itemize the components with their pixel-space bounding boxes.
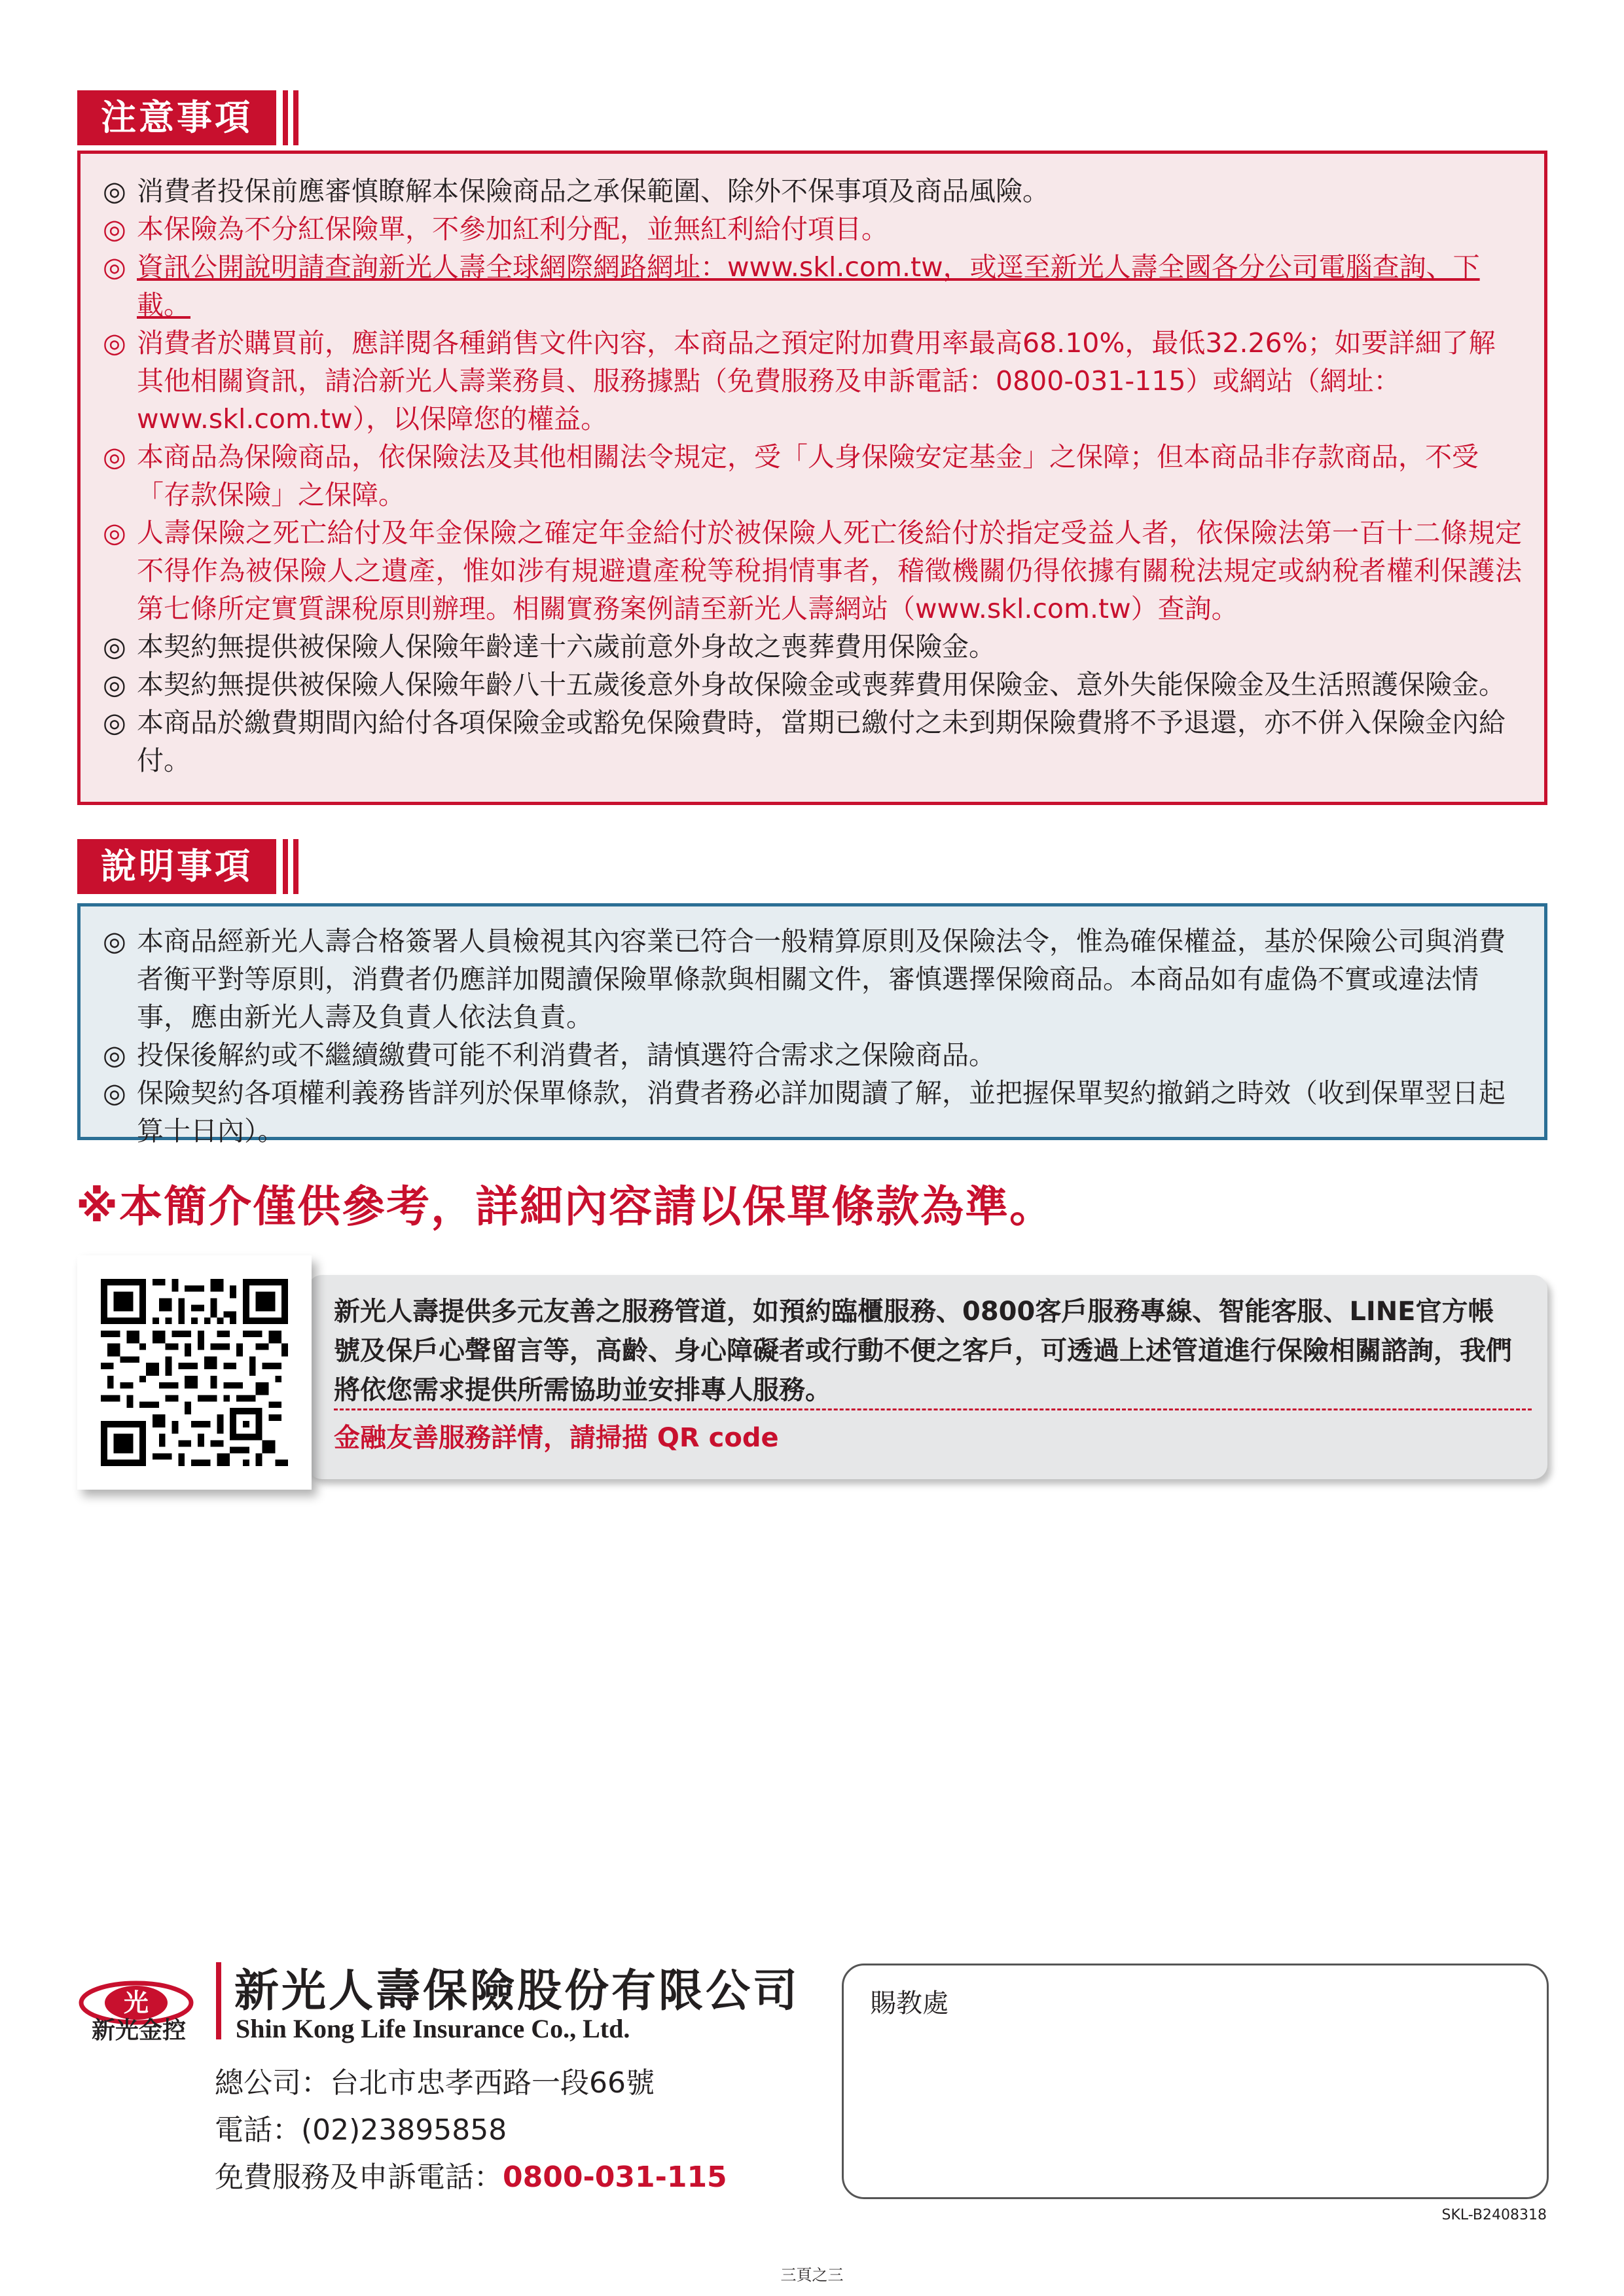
bullet-mark: ◎ [103, 251, 126, 283]
dashed-divider [334, 1408, 1532, 1410]
bullet-mark: ◎ [103, 213, 126, 245]
bullet-mark: ◎ [103, 517, 126, 548]
notice-item-text: 本保險為不分紅保險單，不參加紅利分配，並無紅利給付項目。 [137, 213, 888, 245]
bullet-mark: ◎ [103, 1039, 126, 1071]
notice-item [103, 704, 1522, 780]
notice-item [103, 172, 1522, 210]
phone: 電話：(02)23895858 [215, 2113, 507, 2147]
qr-code-icon[interactable] [101, 1279, 288, 1466]
notice-heading [77, 90, 298, 145]
notice-item-text: 本契約無提供被保險人保險年齡達十六歲前意外身故之喪葬費用保險金。 [137, 631, 996, 662]
explain-heading [77, 839, 298, 894]
notice-item [103, 514, 1522, 628]
notice-item [103, 628, 1522, 666]
notice-title: 注意事項 [77, 90, 276, 145]
qr-card[interactable] [77, 1255, 312, 1490]
explain-item-text: 保險契約各項權利義務皆詳列於保單條款，消費者務必詳加閱讀了解，並把握保單契約撤銷之時效（收到保單翌日起算十日內）。 [137, 1077, 1506, 1147]
hq-address: 總公司：台北市忠孝西路一段66號 [215, 2066, 655, 2100]
notice-item-text: 人壽保險之死亡給付及年金保險之確定年金給付於被保險人死亡後給付於指定受益人者，依保險法第一百十二條規定不得作為被保險人之遺產，惟如涉有規避遺產稅等稅捐情事者，稽徵機關仍得依據有關稅法規定或納稅者權利保護法第七條所定實質課稅原則辦理。相關實務案例請至新光人壽網站（www.skl.com.tw）查詢。 [137, 517, 1522, 624]
bullet-mark: ◎ [103, 1077, 126, 1109]
explain-title: 說明事項 [77, 839, 276, 894]
service-card [308, 1275, 1547, 1479]
bullet-mark: ◎ [103, 441, 126, 473]
explain-item [103, 922, 1522, 1036]
service-link[interactable]: 金融友善服務詳情，請掃描 QR code [334, 1423, 779, 1453]
logo-divider [216, 1962, 221, 2039]
notice-item [103, 248, 1522, 324]
recipient-label: 賜教處 [870, 1988, 948, 2018]
explain-item-text: 投保後解約或不繼續繳費可能不利消費者，請慎選符合需求之保險商品。 [137, 1039, 996, 1071]
bullet-mark: ◎ [103, 707, 126, 738]
logo-subtitle: 新光金控 [91, 2017, 186, 2044]
bullet-mark: ◎ [103, 327, 126, 359]
notice-item-text: 本商品於繳費期間內給付各項保險金或豁免保險費時，當期已繳付之未到期保險費將不予退還，亦不併入保險金內給付。 [137, 707, 1506, 776]
explain-item-text: 本商品經新光人壽合格簽署人員檢視其內容業已符合一般精算原則及保險法令，惟為確保權益，基於保險公司與消費者衡平對等原則，消費者仍應詳加閱讀保險單條款與相關文件，審慎選擇保險商品。本商品如有虛偽不實或違法情事，應由新光人壽及負責人依法負責。 [137, 925, 1506, 1033]
bullet-mark: ◎ [103, 631, 126, 662]
hotline-label: 免費服務及申訴電話： [215, 2161, 503, 2194]
company-name-zh: 新光人壽保險股份有限公司 [234, 1965, 801, 2017]
logo-char: 光 [123, 1988, 149, 2017]
notice-item [103, 210, 1522, 248]
hotline [215, 2153, 727, 2195]
service-text: 新光人壽提供多元友善之服務管道，如預約臨櫃服務、0800客戶服務專線、智能客服、LINE官方帳號及保戶心聲留言等，高齡、身心障礙者或行動不便之客戶，可透過上述管道進行保險相關諮詢，我們將依您需求提供所需協助並安排專人服務。 [334, 1297, 1512, 1405]
notice-item-text: 本商品為保險商品，依保險法及其他相關法令規定，受「人身保險安定基金」之保障；但本商品非存款商品，不受「存款保險」之保障。 [137, 441, 1479, 511]
recipient-box [842, 1964, 1549, 2199]
heading-bar [293, 90, 298, 145]
explain-item [103, 1036, 1522, 1074]
notice-item-text: 消費者於購買前，應詳閱各種銷售文件內容，本商品之預定附加費用率最高68.10%，最低32.26%；如要詳細了解其他相關資訊，請洽新光人壽業務員、服務據點（免費服務及申訴電話：0800-031-115）或網站（網址：www.skl.com.tw），以保障您的權益。 [137, 327, 1496, 435]
bullet-mark: ◎ [103, 669, 126, 700]
explain-item [103, 1074, 1522, 1150]
notice-item-text-link[interactable]: 資訊公開說明請查詢新光人壽全球網際網路網址：www.skl.com.tw，或逕至新光人壽全國各分公司電腦查詢、下載。 [137, 251, 1480, 321]
notice-item [103, 666, 1522, 704]
notice-item [103, 324, 1522, 438]
bullet-mark: ◎ [103, 925, 126, 957]
explain-box [77, 903, 1547, 1147]
company-name-en: Shin Kong Life Insurance Co., Ltd. [236, 2014, 630, 2043]
heading-bar [283, 839, 288, 894]
heading-bar [293, 839, 298, 894]
page-number: 三頁之三 [780, 2266, 844, 2284]
bullet-mark: ◎ [103, 175, 126, 207]
notice-box [77, 151, 1547, 805]
notice-item-text: 消費者投保前應審慎瞭解本保險商品之承保範圍、除外不保事項及商品風險。 [137, 175, 1049, 207]
document-code: SKL-B2408318 [1441, 2207, 1547, 2223]
disclaimer: ※本簡介僅供參考，詳細內容請以保單條款為準。 [76, 1181, 1055, 1232]
hotline-number[interactable]: 0800-031-115 [503, 2161, 727, 2194]
notice-item [103, 438, 1522, 514]
notice-item-text: 本契約無提供被保險人保險年齡八十五歲後意外身故保險金或喪葬費用保險金、意外失能保險金及生活照護保險金。 [137, 669, 1506, 700]
heading-bar [283, 90, 288, 145]
